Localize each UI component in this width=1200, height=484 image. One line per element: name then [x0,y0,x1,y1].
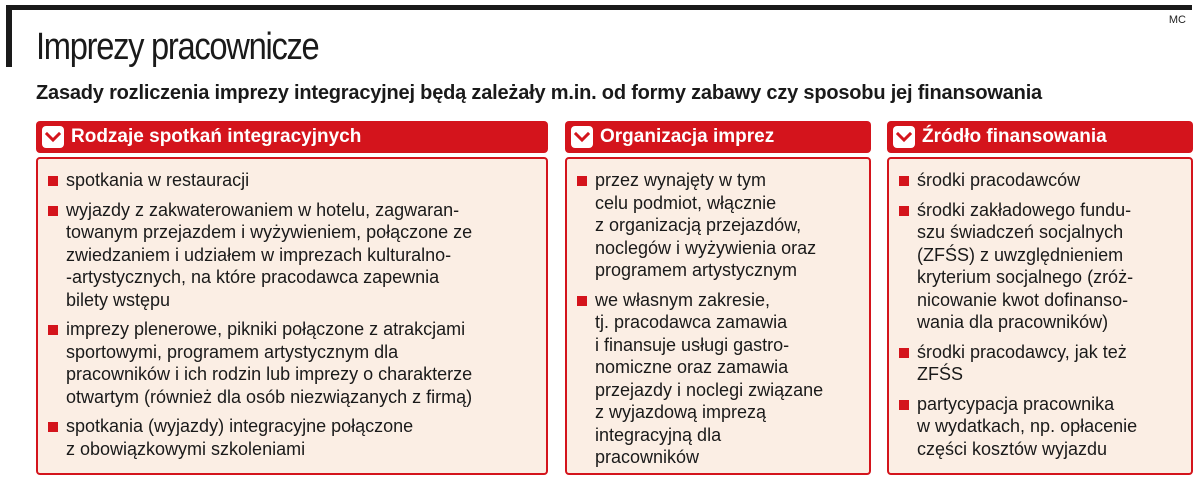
square-bullet-icon [899,400,909,410]
list-item [48,415,538,460]
square-bullet-icon [577,296,587,306]
column-title: Źródło finansowania [922,126,1107,147]
list-item [48,199,538,312]
square-bullet-icon [577,176,587,186]
square-bullet-icon [48,325,58,335]
square-bullet-icon [48,176,58,186]
list-item [899,169,1183,192]
list-item [48,169,538,192]
square-bullet-icon [899,348,909,358]
column-financing-source [887,121,1193,475]
column-body [565,157,871,475]
column-header [887,121,1193,153]
square-bullet-icon [48,206,58,216]
list-item-text: przez wynajęty w tym celu podmiot, włącznie z organizacją przejazdów, noclegów i wyżywienia oraz programem artystycznym [595,170,817,280]
list-item-text: wyjazdy z zakwaterowaniem w hotelu, zagwaran- towanym przejazdem i wyżywieniem, połączone ze zwiedzaniem i udziałem w imprezach kulturalno- -artystycznych, na które pracodawca zapewnia bilety wstępu [66,199,473,310]
page-title: Imprezy pracownicze [36,26,319,68]
column-title: Organizacja imprez [600,126,775,147]
list-item [48,318,538,408]
item-list [48,169,538,460]
chevron-down-icon [893,126,915,148]
list-item-text: środki zakładowego fundu- szu świadczeń socjalnych (ZFŚS) z uwzględnieniem kryterium socjalnego (zróż- nicowanie kwot dofinanso- wania dla pracowników) [917,199,1134,332]
column-body [36,157,548,475]
page-subtitle: Zasady rozliczenia imprezy integracyjnej będą zależały m.in. od formy zabawy czy sposobu jej finansowania [36,82,1042,104]
top-border-rule [6,5,1192,10]
column-header [36,121,548,153]
column-organization [565,121,871,475]
item-list [899,169,1183,460]
list-item [899,341,1183,386]
list-item-text: spotkania w restauracji [66,170,250,190]
item-list [577,169,861,469]
list-item-text: partycypacja pracownika w wydatkach, np. opłacenie części kosztów wyjazdu [917,393,1138,459]
list-item [899,393,1183,461]
column-body [887,157,1193,475]
chevron-down-icon [42,126,64,148]
list-item-text: środki pracodawcy, jak też ZFŚS [917,341,1127,384]
list-item-text: imprezy plenerowe, pikniki połączone z atrakcjami sportowymi, programem artystycznym dla pracowników i ich rodzin lub imprezy o charakterze otwartym (również dla osób niezwiązanych z firmą) [66,319,473,407]
column-header [565,121,871,153]
list-item-text: środki pracodawców [917,170,1081,190]
square-bullet-icon [899,206,909,216]
author-credit: MC [1168,14,1186,26]
column-meeting-types [36,121,548,475]
left-border-rule [6,5,12,67]
list-item [899,199,1183,334]
square-bullet-icon [899,176,909,186]
chevron-down-icon [571,126,593,148]
column-title: Rodzaje spotkań integracyjnych [71,126,362,147]
square-bullet-icon [48,422,58,432]
list-item-text: we własnym zakresie, tj. pracodawca zamawia i finansuje usługi gastro- nomiczne oraz zamawia przejazdy i noclegi związane z wyjazdową imprezą integracyjną dla pracowników [595,289,824,467]
list-item [577,289,861,469]
list-item [577,169,861,282]
list-item-text: spotkania (wyjazdy) integracyjne połączone z obowiązkowymi szkoleniami [66,416,414,459]
